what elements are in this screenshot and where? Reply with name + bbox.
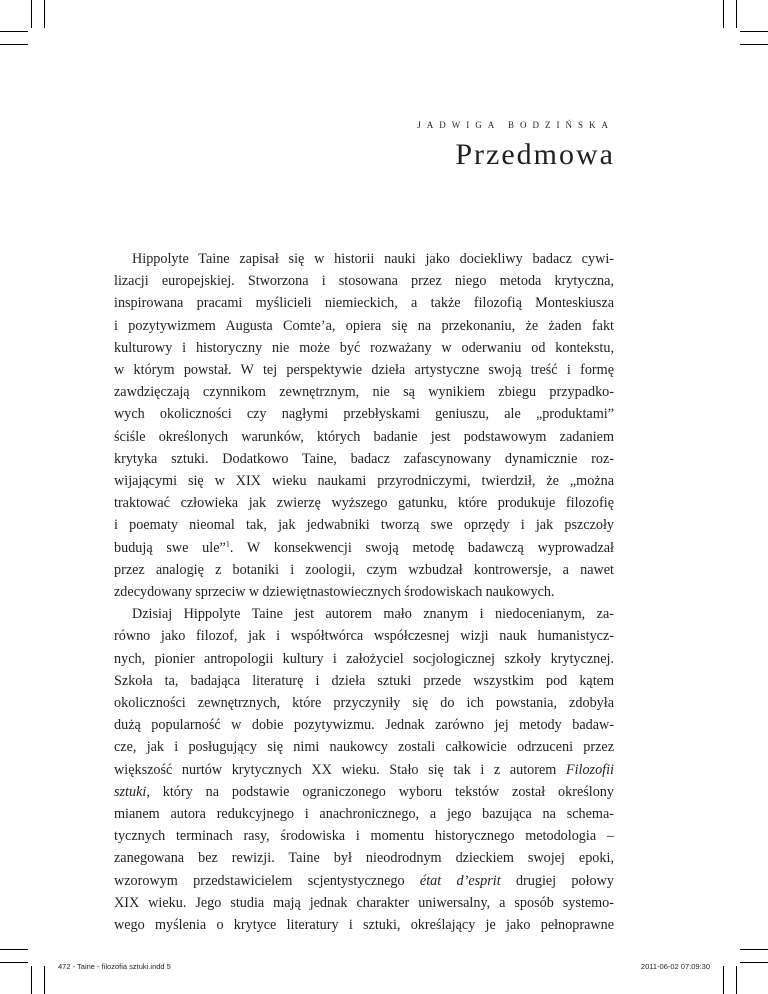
text-line: zawdzięczają czynnikom zewnętrznym, nie są wynikiem zbiegu przypadko- [114, 384, 614, 401]
text-line: Hippolyte Taine zapisał się w historii nauki jako dociekliwy badacz cywi- [132, 251, 614, 267]
crop-mark [740, 31, 768, 32]
author-name: JADWIGA BODZIŃSKA [417, 120, 614, 130]
text-line: krytyka sztuki. Dodatkowo Taine, badacz zafascynowany dynamicznie roz- [114, 450, 614, 467]
text-line: zanegowana bez rewizji. Taine był nieodrodnym dzieckiem swojej epoki, [114, 850, 614, 867]
crop-mark [740, 962, 768, 963]
text-line: większość nurtów krytycznych XX wieku. Stało się tak i z autorem Filozofii [114, 761, 614, 778]
crop-mark [44, 0, 45, 28]
text-line: wych okoliczności czy nagłymi przebłyskami geniuszu, ale „produktami” [114, 406, 614, 423]
text-line: budują swe ule”$^1$. W konsekwencji swoją metodę badawczą wyprowadzał [114, 538, 614, 556]
crop-mark [44, 966, 45, 994]
text-line: w którym powstał. W tej perspektywie dzieła artystyczne swoją treść i formę [114, 362, 614, 379]
text-line: mianem autora redukcyjnego i anachronicznego, a jego bazująca na schema- [114, 806, 614, 823]
text-line: i pozytywizmem Augusta Comte’a, opiera się na przekonaniu, że żaden fakt [114, 317, 614, 334]
footer-timestamp: 2011-06-02 07:09:30 [640, 962, 710, 971]
text-line: nych, pionier antropologii kultury i założyciel socjologicznej szkoły krytycznej. [114, 650, 614, 667]
text-line: okoliczności zewnętrznych, które przyczyniły się do ich powstania, zdobyła [114, 695, 614, 712]
crop-mark [31, 0, 32, 28]
text-line: Dzisiaj Hippolyte Taine jest autorem mało znanym i niedocenianym, za- [132, 606, 614, 623]
text-line: wzorowym przedstawicielem scjentystycznego état d’esprit drugiej połowy [114, 872, 614, 889]
crop-mark [740, 44, 768, 45]
crop-mark [0, 44, 28, 45]
crop-mark [0, 949, 28, 950]
crop-mark [0, 962, 28, 963]
crop-mark [31, 966, 32, 994]
text-line: zdecydowany sprzeciw w dziewiętnastowiecznych środowiskach naukowych. [114, 584, 555, 601]
text-line: cze, jak i posługujący się nimi naukowcy zostali całkowicie odrzuceni przez [114, 739, 614, 756]
text-line: traktować człowieka jak zwierzę wyższego gatunku, które produkuje filozofię [114, 495, 614, 512]
footer-filename: 472 - Taine - filozofia sztuki.indd 5 [58, 962, 171, 971]
crop-mark [723, 966, 724, 994]
text-line: ściśle określonych warunków, których badanie jest podstawowym zadaniem [114, 428, 614, 445]
crop-mark [736, 966, 737, 994]
text-line: sztuki, który na podstawie ograniczonego wyboru tekstów został określony [114, 783, 614, 800]
text-line: wego myślenia o krytyce literatury i sztuki, określający je jako pełnoprawne [114, 917, 614, 934]
crop-mark [740, 949, 768, 950]
crop-mark [723, 0, 724, 28]
text-line: tycznych terminach rasy, środowiska i momentu historycznego metodologia – [114, 828, 614, 845]
text-line: dużą popularność w dobie pozytywizmu. Jednak zarówno jej metody badaw- [114, 717, 614, 734]
text-line: inspirowana pracami myślicieli niemieckich, a także filozofią Monteskiusza [114, 295, 614, 312]
body-text [114, 248, 614, 936]
text-line: równo jako filozof, jak i współtwórca współczesnej wizji nauk humanistycz- [114, 628, 614, 645]
crop-mark [736, 0, 737, 28]
text-line: XIX wieku. Jego studia mają jednak charakter uniwersalny, a sposób systemo- [114, 894, 614, 911]
text-line: i poematy nieomal tak, jak jedwabniki tworzą swe oprzędy i jak pszczoły [114, 517, 614, 534]
text-line: wijającymi się w XIX wieku naukami przyrodniczymi, twierdził, że „można [114, 473, 614, 490]
text-line: przez analogię z botaniki i zoologii, czym wzbudzał kontrowersje, a nawet [114, 561, 614, 578]
text-line: lizacji europejskiej. Stworzona i stosowana przez niego metoda krytyczna, [114, 273, 614, 290]
crop-mark [0, 31, 28, 32]
chapter-title: Przedmowa [455, 138, 615, 171]
text-line: kulturowy i historyczny nie może być rozważany w oderwaniu od kontekstu, [114, 339, 614, 356]
text-line: Szkoła ta, badająca literaturę i dzieła sztuki przede wszystkim pod kątem [114, 672, 614, 689]
